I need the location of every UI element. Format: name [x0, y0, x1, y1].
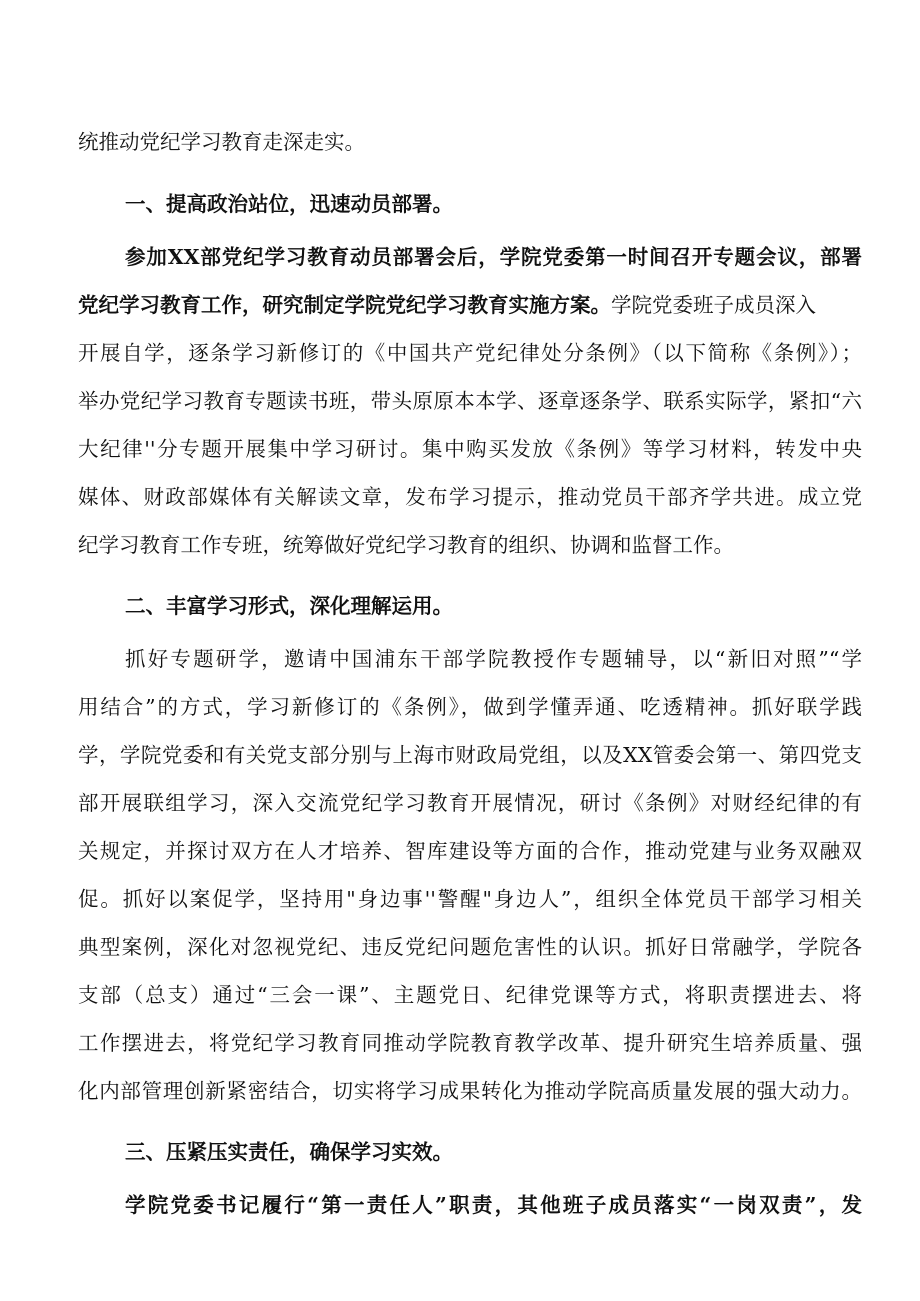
- section-1-paragraph-line: 纪学习教育工作专班，统筹做好党纪学习教育的组织、协调和监督工作。: [78, 533, 734, 557]
- paragraph-continuation-line: 统推动党纪学习教育走深走实。: [78, 130, 365, 154]
- section-2-paragraph-line: 关规定，并探讨双方在人才培养、智库建设等方面的合作，推动党建与业务双融双: [78, 839, 862, 863]
- section-2-paragraph-line: 工作摆进去，将党纪学习教育同推动学院教育教学改革、提升研究生培养质量、强: [78, 1031, 862, 1055]
- section-heading-3: 三、压紧压实责任，确保学习实效。: [125, 1140, 453, 1164]
- section-2-paragraph-line: 促。抓好以案促学，坚持用"身边事''警醒"身边人”，组织全体党员干部学习相关: [78, 887, 862, 911]
- section-2-paragraph-line: 抓好专题研学，邀请中国浦东干部学院教授作专题辅导，以“新旧对照”“学: [125, 647, 862, 671]
- section-2-paragraph-line: 学，学院党委和有关党支部分别与上海市财政局党组，以及XX管委会第一、第四党支: [78, 743, 862, 767]
- section-3-paragraph-line: 学院党委书记履行“第一责任人”职责，其他班子成员落实“一岗双责”，发: [125, 1193, 862, 1217]
- section-1-paragraph-line: 参加XX部党纪学习教育动员部署会后，学院党委第一时间召开专题会议，部署: [125, 245, 862, 269]
- section-2-paragraph-line: 典型案例，深化对忽视党纪、违反党纪问题危害性的认识。抓好日常融学，学院各: [78, 935, 862, 959]
- section-2-paragraph-line: 用结合”的方式，学习新修订的《条例》，做到学懂弄通、吃透精神。抓好联学践: [78, 695, 862, 719]
- section-2-paragraph-line: 支部（总支）通过“三会一课”、主题党日、纪律党课等方式，将职责摆进去、将: [78, 983, 862, 1007]
- section-1-paragraph-line: 大纪律''分专题开展集中学习研讨。集中购买发放《条例》等学习材料，转发中央: [78, 437, 862, 461]
- section-1-paragraph-line: 开展自学，逐条学习新修订的《中国共产党纪律处分条例》（以下简称《条例》）；: [78, 341, 862, 365]
- section-1-paragraph-line: 媒体、财政部媒体有关解读文章，发布学习提示，推动党员干部齐学共进。成立党: [78, 485, 862, 509]
- section-1-paragraph-line: 举办党纪学习教育专题读书班，带头原原本本学、逐章逐条学、联系实际学，紧扣“六: [78, 389, 862, 413]
- section-2-paragraph-line: 部开展联组学习，深入交流党纪学习教育开展情况，研讨《条例》对财经纪律的有: [78, 791, 862, 815]
- section-heading-1: 一、提高政治站位，迅速动员部署。: [125, 192, 453, 216]
- section-1-paragraph-line: [78, 291, 862, 319]
- body-text: 学院党委班子成员深入: [611, 293, 816, 317]
- bold-lead-text: 党纪学习教育工作，研究制定学院党纪学习教育实施方案。: [78, 293, 611, 317]
- section-2-paragraph-line: 化内部管理创新紧密结合，切实将学习成果转化为推动学院高质量发展的强大动力。: [78, 1079, 862, 1103]
- section-heading-2: 二、丰富学习形式，深化理解运用。: [125, 594, 453, 618]
